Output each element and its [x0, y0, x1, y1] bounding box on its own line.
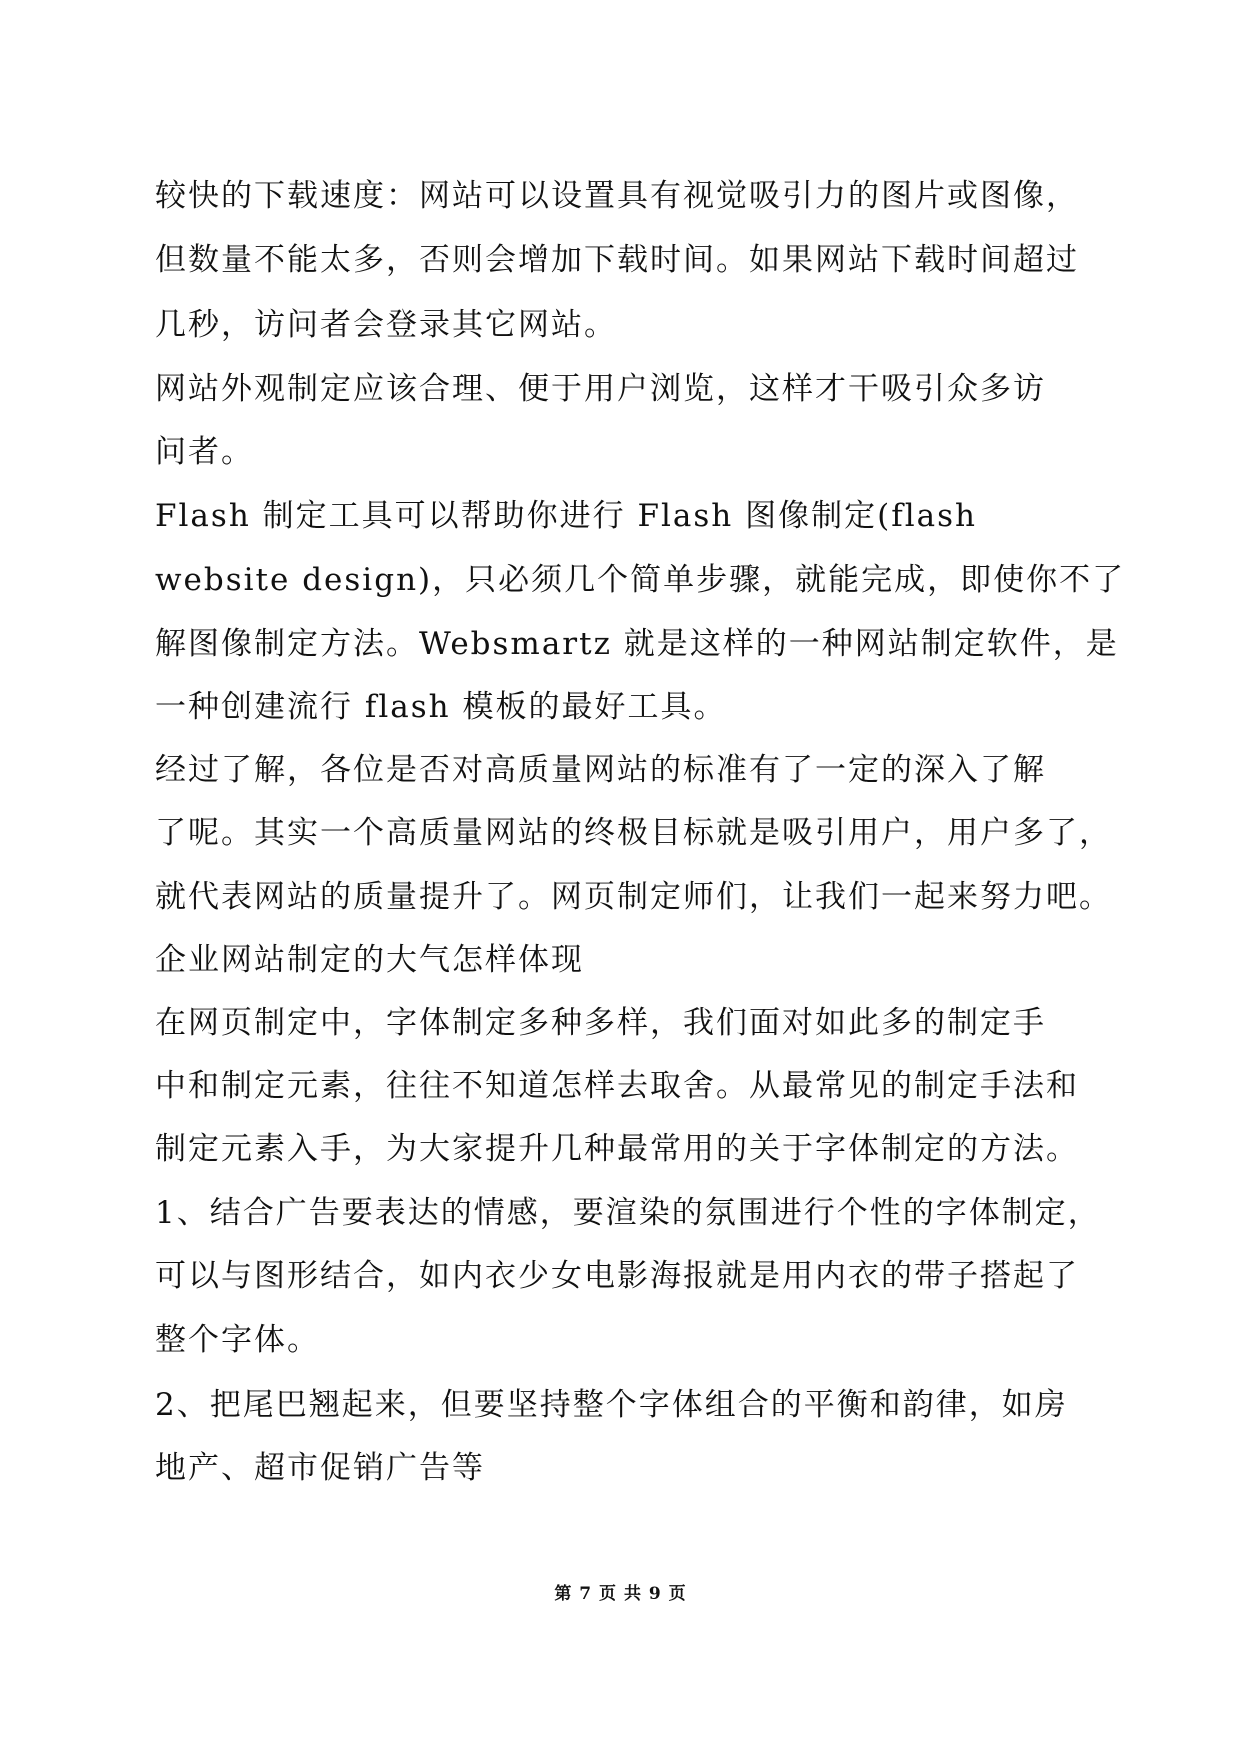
text-line: 但数量不能太多，否则会增加下载时间。如果网站下载时间超过 — [155, 242, 1079, 278]
text-line: 1、结合广告要表达的情感，要渲染的氛围进行个性的字体制定， — [155, 1195, 1101, 1231]
text-line: 问者。 — [155, 434, 254, 470]
section-heading: 企业网站制定的大气怎样体现 — [155, 942, 584, 978]
text-line: 经过了解，各位是否对高质量网站的标准有了一定的深入了解 — [155, 752, 1046, 788]
text-line: 可以与图形结合，如内衣少女电影海报就是用内衣的带子搭起了 — [155, 1258, 1079, 1294]
text-line: 网站外观制定应该合理、便于用户浏览，这样才干吸引众多访 — [155, 371, 1046, 407]
text-line: 2、把尾巴翘起来，但要坚持整个字体组合的平衡和韵律，如房 — [155, 1387, 1068, 1423]
text-line: 中和制定元素，往往不知道怎样去取舍。从最常见的制定手法和 — [155, 1068, 1079, 1104]
text-line: Flash 制定工具可以帮助你进行 Flash 图像制定(flash — [155, 498, 977, 534]
text-line: 整个字体。 — [155, 1322, 320, 1358]
text-line: 几秒，访问者会登录其它网站。 — [155, 307, 617, 343]
text-line: 了呢。其实一个高质量网站的终极目标就是吸引用户，用户多了， — [155, 815, 1112, 851]
text-line: 一种创建流行 flash 模板的最好工具。 — [155, 689, 727, 725]
text-line: 在网页制定中，字体制定多种多样，我们面对如此多的制定手 — [155, 1005, 1046, 1041]
text-line: 地产、超市促销广告等 — [155, 1450, 485, 1486]
text-line: website design)，只必须几个简单步骤，就能完成，即使你不了 — [155, 562, 1126, 598]
text-line: 制定元素入手，为大家提升几种最常用的关于字体制定的方法。 — [155, 1131, 1079, 1167]
text-line: 解图像制定方法。Websmartz 就是这样的一种网站制定软件，是 — [155, 626, 1119, 662]
text-line: 较快的下载速度：网站可以设置具有视觉吸引力的图片或图像， — [155, 178, 1079, 214]
page-number-footer: 第 7 页 共 9 页 — [554, 1584, 687, 1604]
text-line: 就代表网站的质量提升了。网页制定师们，让我们一起来努力吧。 — [155, 879, 1112, 915]
